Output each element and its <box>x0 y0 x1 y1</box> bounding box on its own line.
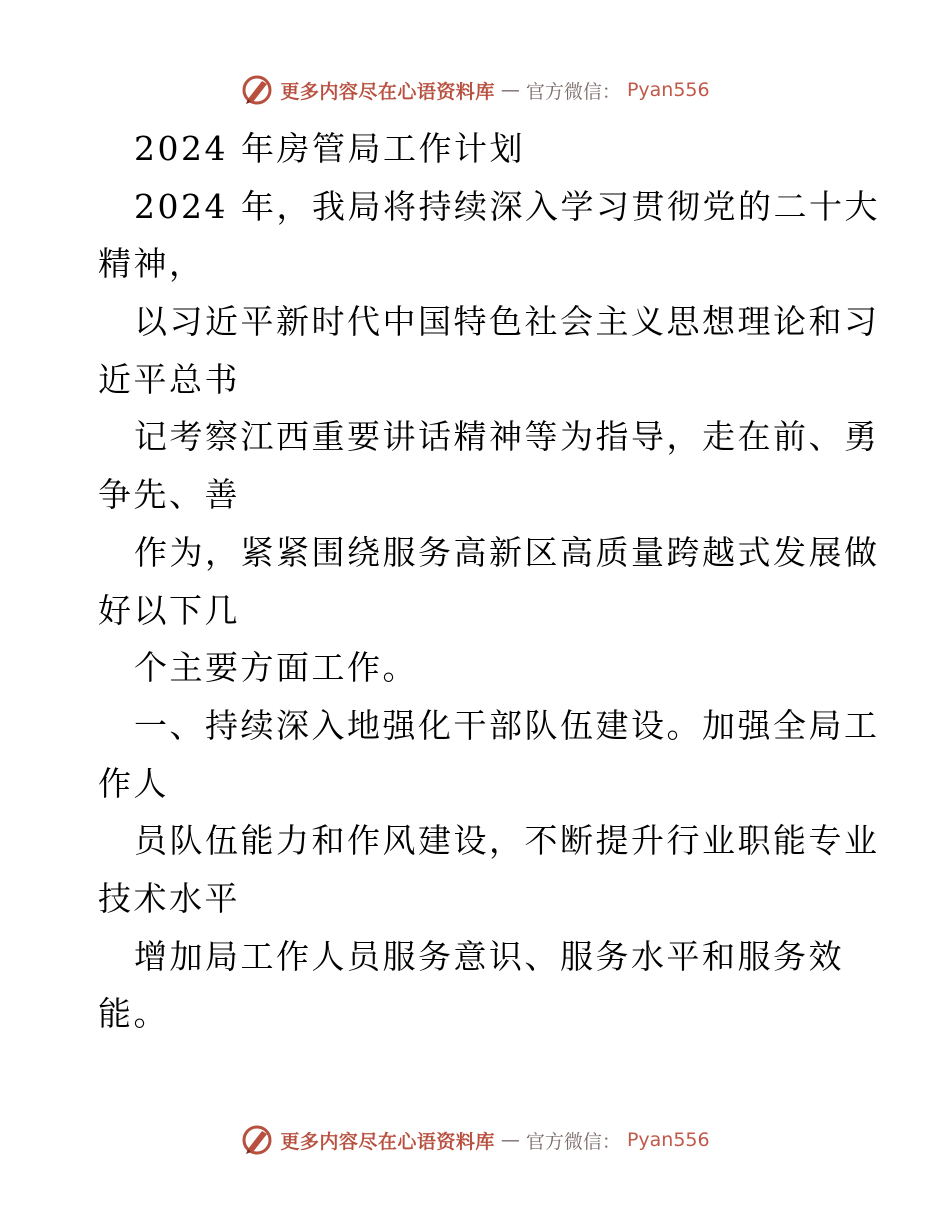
document-body <box>98 120 880 1043</box>
doc-line: 技术水平 <box>98 878 240 918</box>
banner-separator: — <box>500 1129 520 1151</box>
pen-logo-icon <box>240 1123 274 1157</box>
doc-line: 精神， <box>98 244 205 284</box>
banner-text: 更多内容尽在心语资料库 <box>280 80 495 103</box>
doc-line: 2024 年，我局将持续深入学习贯彻党的二十大 <box>134 186 880 226</box>
doc-line: 个主要方面工作。 <box>134 648 418 688</box>
pen-logo-icon <box>240 73 274 107</box>
banner-wechat-label: 官方微信： <box>525 1130 621 1153</box>
doc-line: 近平总书 <box>98 359 240 399</box>
doc-line: 增加局工作人员服务意识、服务水平和服务效 <box>134 936 844 976</box>
banner-wechat-id: Pyan556 <box>626 79 710 101</box>
doc-line: 好以下几 <box>98 590 240 630</box>
banner-separator: — <box>500 79 520 101</box>
footer-banner <box>0 1120 950 1160</box>
doc-line: 记考察江西重要讲话精神等为指导，走在前、勇 <box>134 417 880 457</box>
doc-line: 争先、善 <box>98 475 240 515</box>
doc-line: 作为，紧紧围绕服务高新区高质量跨越式发展做 <box>134 532 880 572</box>
header-banner <box>0 70 950 110</box>
doc-line: 一、持续深入地强化干部队伍建设。加强全局工 <box>134 705 880 745</box>
doc-line: 能。 <box>98 994 169 1034</box>
banner-text: 更多内容尽在心语资料库 <box>280 1130 495 1153</box>
doc-line: 以习近平新时代中国特色社会主义思想理论和习 <box>134 302 880 342</box>
banner-wechat-id: Pyan556 <box>626 1129 710 1151</box>
banner-wechat-label: 官方微信： <box>525 80 621 103</box>
doc-line: 员队伍能力和作风建设，不断提升行业职能专业 <box>134 821 880 861</box>
doc-line: 2024 年房管局工作计划 <box>134 129 525 168</box>
doc-line: 作人 <box>98 763 169 803</box>
